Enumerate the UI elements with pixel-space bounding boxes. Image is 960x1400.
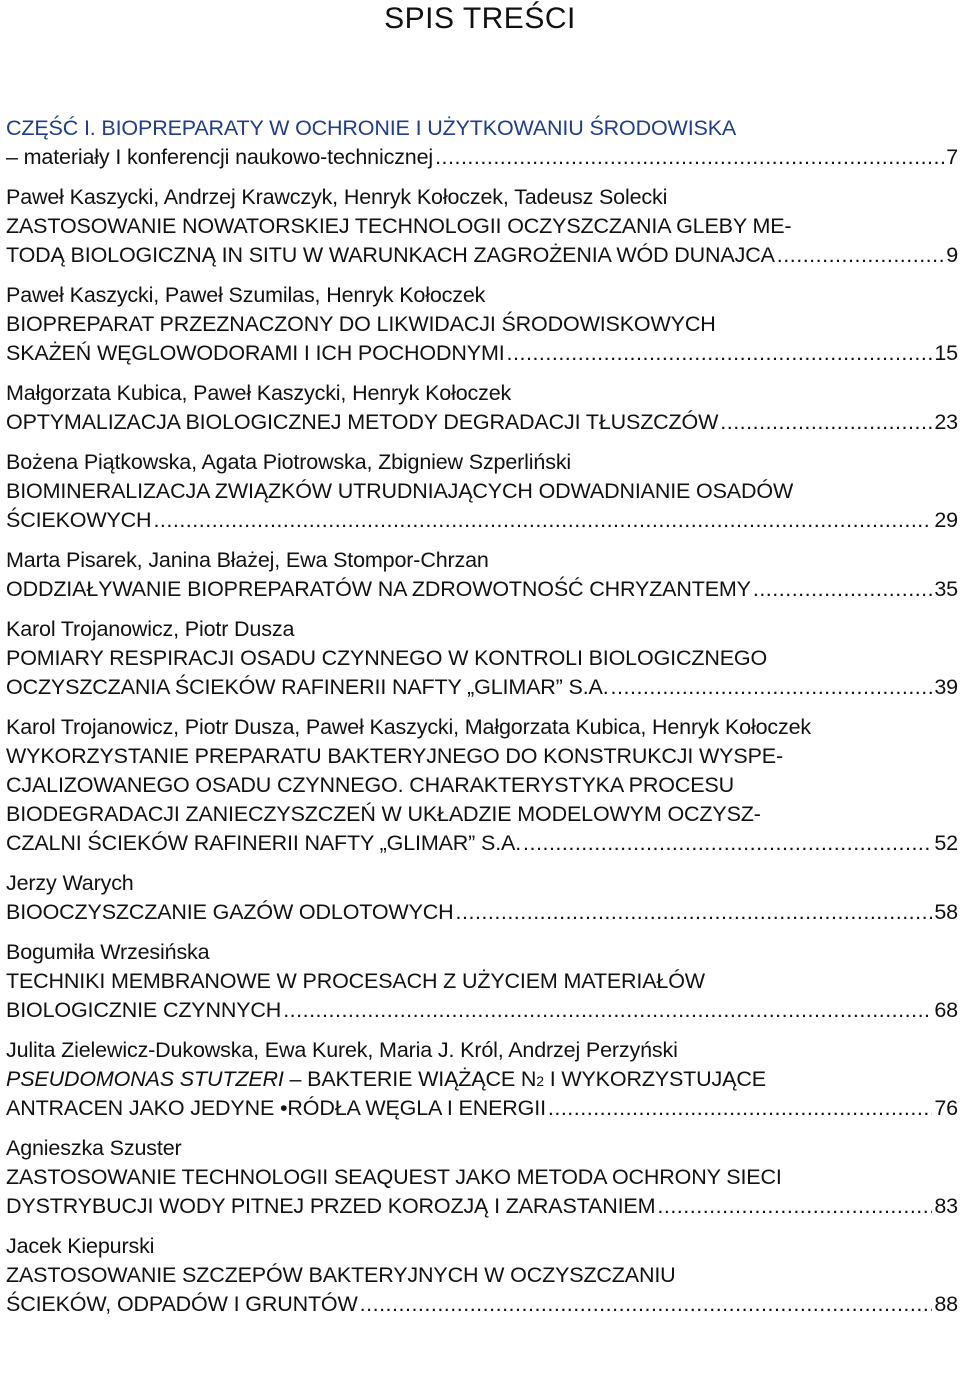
entry-authors: Julita Zielewicz-Dukowska, Ewa Kurek, Maria J. Król, Andrzej Perzyński [6, 1038, 678, 1062]
entry-title-line: ZASTOSOWANIE SZCZEPÓW BAKTERYJNYCH W OCZYSZCZANIU [6, 1263, 676, 1287]
toc-entry [6, 615, 958, 702]
entry-title-text: ODDZIAŁYWANIE BIOPREPARATÓW NA ZDROWOTNOŚĆ CHRYZANTEMY [6, 577, 751, 601]
entry-title-line-last [6, 575, 958, 604]
page-number: 83 [934, 1194, 958, 1218]
part-subtitle-line [6, 143, 958, 172]
entry-title-line: PSEUDOMONAS STUTZERI – BAKTERIE WIĄŻĄCE N 2 I WYKORZYSTUJĄCE [6, 1065, 958, 1094]
entry-title-text: SKAŻEŃ WĘGLOWODORAMI I ICH POCHODNYMI [6, 341, 505, 365]
page-number: 9 [946, 243, 958, 267]
entry-authors: Bożena Piątkowska, Agata Piotrowska, Zbigniew Szperliński [6, 450, 572, 474]
table-of-contents [6, 114, 958, 1330]
entry-title-text: TODĄ BIOLOGICZNĄ IN SITU W WARUNKACH ZAGROŻENIA WÓD DUNAJCA [6, 243, 775, 267]
entry-title-line: ZASTOSOWANIE NOWATORSKIEJ TECHNOLOGII OCZYSZCZANIA GLEBY ME- [6, 214, 792, 238]
leader-dots [283, 996, 932, 1025]
leader-dots [523, 829, 932, 858]
page-number: 7 [946, 145, 958, 169]
entry-title-line: TECHNIKI MEMBRANOWE W PROCESACH Z UŻYCIEM MATERIAŁÓW [6, 969, 705, 993]
leader-dots [456, 898, 933, 927]
entry-authors: Karol Trojanowicz, Piotr Dusza, Paweł Kaszycki, Małgorzata Kubica, Henryk Kołoczek [6, 715, 812, 739]
entry-title-text: BIOLOGICZNIE CZYNNYCH [6, 998, 282, 1022]
entry-title-line-last [6, 1094, 958, 1123]
entry-title-italic: PSEUDOMONAS STUTZERI [6, 1067, 284, 1091]
leader-dots [153, 506, 932, 535]
page-number: 52 [934, 831, 958, 855]
toc-entry [6, 281, 958, 368]
part-heading [6, 114, 958, 172]
entry-title-line: POMIARY RESPIRACJI OSADU CZYNNEGO W KONTROLI BIOLOGICZNEGO [6, 646, 768, 670]
entry-title-line-last [6, 673, 958, 702]
entry-title-line-last [6, 1290, 958, 1319]
part-heading-line [6, 114, 958, 143]
entry-title-line: BIOPREPARAT PRZEZNACZONY DO LIKWIDACJI ŚRODOWISKOWYCH [6, 312, 716, 336]
entry-title-text: ŚCIEKÓW, ODPADÓW I GRUNTÓW [6, 1292, 358, 1316]
part-heading-text: CZĘŚĆ I. BIOPREPARATY W OCHRONIE I UŻYTKOWANIU ŚRODOWISKA [6, 116, 737, 140]
entry-title-text: ŚCIEKOWYCH [6, 508, 152, 532]
entry-title-text: OPTYMALIZACJA BIOLOGICZNEJ METODY DEGRADACJI TŁUSZCZÓW [6, 410, 719, 434]
leader-dots [777, 241, 944, 270]
leader-dots [435, 143, 944, 172]
page-title: SPIS TREŚCI [384, 2, 576, 35]
toc-entry [6, 1036, 958, 1123]
toc-entry [6, 869, 958, 927]
page-number: 88 [934, 1292, 958, 1316]
page-number: 23 [934, 410, 958, 434]
leader-dots [657, 1192, 932, 1221]
entry-authors: Karol Trojanowicz, Piotr Dusza [6, 617, 295, 641]
entry-title-text: OCZYSZCZANIA ŚCIEKÓW RAFINERII NAFTY „GLIMAR” S.A. [6, 675, 609, 699]
entry-title-line: BIOMINERALIZACJA ZWIĄZKÓW UTRUDNIAJĄCYCH ODWADNIANIE OSADÓW [6, 479, 794, 503]
entry-title-text: DYSTRYBUCJI WODY PITNEJ PRZED KOROZJĄ I ZARASTANIEM [6, 1194, 656, 1218]
toc-entry [6, 1134, 958, 1221]
entry-title-text: BIOOCZYSZCZANIE GAZÓW ODLOTOWYCH [6, 900, 454, 924]
toc-entry [6, 379, 958, 437]
page-number: 68 [934, 998, 958, 1022]
entry-title-mid: – BAKTERIE WIĄŻĄCE N [283, 1067, 537, 1091]
entry-title-line-last [6, 339, 958, 368]
entry-title-line-last [6, 241, 958, 270]
entry-authors: Jerzy Warych [6, 871, 134, 895]
entry-title-line-last [6, 996, 958, 1025]
toc-entry [6, 183, 958, 270]
toc-entry [6, 448, 958, 535]
entry-title-line: ZASTOSOWANIE TECHNOLOGII SEAQUEST JAKO METODA OCHRONY SIECI [6, 1165, 782, 1189]
page-number: 35 [934, 577, 958, 601]
leader-dots [611, 673, 933, 702]
page-number: 58 [934, 900, 958, 924]
leader-dots [720, 408, 932, 437]
entry-authors: Agnieszka Szuster [6, 1136, 182, 1160]
entry-authors: Jacek Kiepurski [6, 1234, 155, 1258]
entry-authors: Paweł Kaszycki, Andrzej Krawczyk, Henryk Kołoczek, Tadeusz Solecki [6, 185, 668, 209]
entry-title-line-last [6, 829, 958, 858]
entry-authors: Marta Pisarek, Janina Błażej, Ewa Stompor-Chrzan [6, 548, 489, 572]
leader-dots [360, 1290, 933, 1319]
entry-title-line-last [6, 408, 958, 437]
leader-dots [753, 575, 933, 604]
page-number: 29 [934, 508, 958, 532]
entry-authors: Paweł Kaszycki, Paweł Szumilas, Henryk Kołoczek [6, 283, 486, 307]
page-number: 39 [934, 675, 958, 699]
entry-authors: Małgorzata Kubica, Paweł Kaszycki, Henryk Kołoczek [6, 381, 512, 405]
entry-title-end: I WYKORZYSTUJĄCE [543, 1067, 766, 1091]
page-number: 15 [934, 341, 958, 365]
entry-authors: Bogumiła Wrzesińska [6, 940, 210, 964]
leader-dots [507, 339, 933, 368]
toc-entry [6, 938, 958, 1025]
part-subtitle-text: – materiały I konferencji naukowo-technicznej [6, 145, 434, 169]
entry-title-line: BIODEGRADACJI ZANIECZYSZCZEŃ W UKŁADZIE MODELOWYM OCZYSZ- [6, 802, 761, 826]
entry-title-line: WYKORZYSTANIE PREPARATU BAKTERYJNEGO DO KONSTRUKCJI WYSPE- [6, 744, 783, 768]
entry-title-text: CZALNI ŚCIEKÓW RAFINERII NAFTY „GLIMAR” S.A. [6, 831, 522, 855]
entry-title-line-last [6, 898, 958, 927]
entry-title-text: ANTRACEN JAKO JEDYNE •RÓDŁA WĘGLA I ENERGII [6, 1096, 546, 1120]
toc-entry [6, 546, 958, 604]
entry-title-line-last [6, 1192, 958, 1221]
entry-title-line-last [6, 506, 958, 535]
page-number: 76 [934, 1096, 958, 1120]
toc-entry [6, 1232, 958, 1319]
toc-entry [6, 713, 958, 858]
leader-dots [548, 1094, 932, 1123]
entry-title-line: CJALIZOWANEGO OSADU CZYNNEGO. CHARAKTERYSTYKA PROCESU [6, 773, 734, 797]
